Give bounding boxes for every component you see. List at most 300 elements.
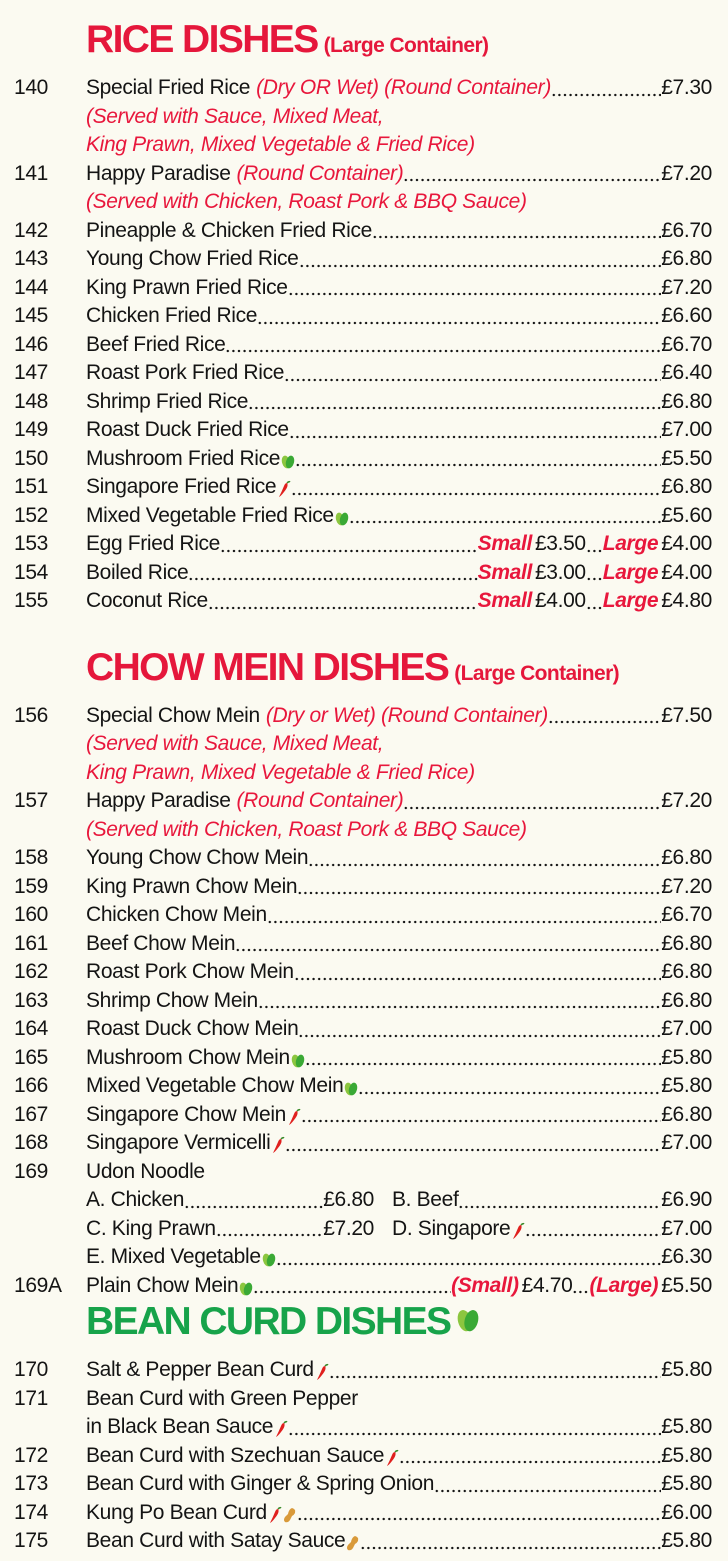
item-body	[86, 702, 728, 788]
item-number: 169A	[14, 1273, 62, 1297]
size-label: Large	[602, 589, 659, 612]
item-line	[86, 559, 712, 588]
item-line	[86, 901, 712, 930]
variant-grid	[86, 1186, 712, 1272]
dot-leader	[358, 1072, 661, 1101]
dot-leader	[235, 930, 661, 959]
dot-leader	[188, 559, 477, 588]
item-number: 161	[14, 931, 48, 955]
menu-item[interactable]	[0, 1272, 728, 1301]
item-body	[86, 217, 728, 246]
item-name: Boiled Rice	[86, 560, 189, 584]
variant-name: A. Chicken	[86, 1188, 185, 1211]
size-price: £5.50	[661, 1273, 712, 1297]
menu-item[interactable]	[0, 274, 728, 303]
item-name: King Prawn Fried Rice	[86, 275, 288, 299]
item-description: (Served with Sauce, Mixed Meat,	[86, 732, 384, 755]
menu-item[interactable]	[0, 1442, 728, 1471]
item-name: Chicken Fried Rice	[86, 304, 258, 327]
item-price: £7.20	[661, 874, 712, 898]
menu-item[interactable]	[0, 901, 728, 930]
dot-leader	[434, 1470, 661, 1499]
dot-leader	[295, 445, 661, 474]
item-body	[86, 388, 728, 417]
item-body	[86, 1385, 728, 1442]
item-line	[86, 930, 712, 959]
variant-name: E. Mixed Vegetable	[86, 1245, 261, 1268]
item-line	[86, 1158, 712, 1187]
item-body	[86, 1158, 728, 1272]
menu-item[interactable]	[0, 1158, 728, 1272]
menu-item[interactable]	[0, 559, 728, 588]
item-line	[86, 987, 712, 1016]
dot-leader	[284, 359, 661, 388]
dot-leader	[301, 1101, 661, 1130]
item-number: 152	[14, 503, 48, 527]
variant-price: £6.90	[661, 1188, 712, 1211]
menu-item[interactable]	[0, 1499, 728, 1528]
item-number: 151	[14, 475, 48, 498]
size-price: £4.00	[661, 560, 712, 584]
item-name: Bean Curd with Green Pepper	[86, 1386, 358, 1410]
item-body	[86, 559, 728, 588]
item-line	[86, 331, 712, 360]
dot-leader	[288, 274, 662, 303]
separator-dots	[586, 530, 603, 559]
item-price: £7.00	[661, 1131, 712, 1154]
item-body	[86, 930, 728, 959]
item-price: £7.20	[661, 161, 712, 185]
section-heading	[0, 18, 728, 74]
item-name: Bean Curd with Szechuan Sauce	[86, 1443, 385, 1467]
spicy-chili-icon	[315, 1361, 329, 1379]
item-price: £7.20	[661, 275, 712, 299]
item-body	[86, 160, 728, 217]
menu-item[interactable]	[0, 1527, 728, 1556]
item-body	[86, 530, 728, 559]
item-body	[86, 331, 728, 360]
item-body	[86, 987, 728, 1016]
item-body	[86, 787, 728, 844]
size-label: Large	[602, 532, 659, 555]
variant-price: £6.80	[323, 1188, 374, 1211]
item-body	[86, 1470, 728, 1499]
item-note: (Round Container)	[236, 789, 404, 812]
item-body	[86, 1499, 728, 1528]
item-number: 162	[14, 960, 48, 983]
menu-item[interactable]	[0, 844, 728, 873]
item-description: King Prawn, Mixed Vegetable & Fried Rice)	[86, 760, 475, 784]
dot-leader	[267, 901, 661, 930]
item-price: £6.70	[661, 218, 712, 242]
size-label: Small	[477, 532, 532, 555]
item-price: £6.70	[661, 332, 712, 356]
section-note: (Large Container)	[323, 34, 489, 57]
item-line	[86, 787, 712, 816]
vegetarian-leaf-icon	[291, 1049, 305, 1067]
menu-item[interactable]	[0, 416, 728, 445]
menu-item[interactable]	[0, 1044, 728, 1073]
dot-leader	[329, 1356, 661, 1385]
item-number: 140	[14, 76, 48, 99]
item-body	[86, 873, 728, 902]
item-number: 169	[14, 1159, 48, 1183]
item-body	[86, 1442, 728, 1471]
dot-leader	[403, 160, 661, 189]
item-number: 147	[14, 361, 48, 384]
item-body	[86, 416, 728, 445]
spicy-chili-icon	[268, 1504, 282, 1522]
menu-item[interactable]	[0, 502, 728, 531]
item-price: £6.00	[661, 1500, 712, 1524]
item-name: Mushroom Chow Mein	[86, 1045, 290, 1069]
item-line	[86, 1413, 712, 1442]
dot-leader	[288, 1413, 661, 1442]
menu-item[interactable]	[0, 530, 728, 559]
peanut-icon	[283, 1504, 297, 1522]
item-description: King Prawn, Mixed Vegetable & Fried Rice)	[86, 133, 475, 156]
variant-price: £6.30	[661, 1245, 712, 1268]
item-price: £5.80	[661, 1074, 712, 1097]
item-number: 157	[14, 789, 48, 812]
item-number: 175	[14, 1529, 48, 1552]
item-body	[86, 359, 728, 388]
variant-option[interactable]	[86, 1243, 712, 1272]
dot-leader	[297, 873, 661, 902]
item-number: 145	[14, 304, 48, 327]
item-line	[86, 1072, 712, 1101]
item-number: 144	[14, 275, 48, 299]
item-line	[86, 958, 712, 987]
item-body	[86, 445, 728, 474]
item-name: Roast Duck Fried Rice	[86, 418, 289, 441]
item-line	[86, 359, 712, 388]
menu-item[interactable]	[0, 359, 728, 388]
item-body	[86, 958, 728, 987]
size-label: Large	[602, 560, 659, 584]
item-note: (Dry OR Wet) (Round Container)	[256, 76, 551, 99]
item-name: Plain Chow Mein	[86, 1273, 239, 1297]
item-price: £6.60	[661, 304, 712, 327]
item-description: (Served with Chicken, Roast Pork & BBQ Sauce)	[86, 817, 527, 841]
item-name: Singapore Fried Rice	[86, 475, 277, 498]
item-line	[86, 302, 712, 331]
dot-leader	[305, 1044, 661, 1073]
dot-leader	[289, 416, 661, 445]
dot-leader	[399, 1442, 661, 1471]
section-note: (Large Container)	[454, 661, 620, 685]
item-body	[86, 245, 728, 274]
dot-leader	[220, 530, 478, 559]
item-body	[86, 1015, 728, 1044]
dot-leader	[308, 844, 661, 873]
menu-item[interactable]	[0, 1015, 728, 1044]
item-name: Happy Paradise	[86, 789, 231, 812]
item-line	[86, 1385, 712, 1414]
spicy-chili-icon	[511, 1220, 525, 1238]
item-price: £5.80	[661, 1045, 712, 1069]
spicy-chili-icon	[271, 1134, 285, 1152]
dot-leader	[525, 1215, 661, 1244]
variant-name: B. Beef	[392, 1188, 459, 1211]
size-label: (Large)	[589, 1273, 659, 1297]
item-line	[86, 587, 712, 616]
menu-item[interactable]	[0, 702, 728, 788]
vegetarian-leaf-icon	[335, 507, 349, 525]
item-note: (Round Container)	[236, 161, 404, 185]
dot-leader	[258, 987, 661, 1016]
item-line	[86, 388, 712, 417]
menu-item[interactable]	[0, 473, 728, 502]
item-name: Special Fried Rice	[86, 76, 251, 99]
menu-item[interactable]	[0, 587, 728, 616]
item-line	[86, 1044, 712, 1073]
variant-option[interactable]	[392, 1215, 712, 1244]
item-line	[86, 274, 712, 303]
menu-item[interactable]	[0, 787, 728, 844]
size-label: Small	[477, 560, 532, 584]
separator-dots	[572, 1272, 589, 1301]
item-price: £5.80	[661, 1472, 712, 1495]
item-price: £6.80	[661, 931, 712, 955]
vegetarian-leaf-icon	[239, 1277, 253, 1295]
menu-item[interactable]	[0, 987, 728, 1016]
item-line	[86, 702, 712, 731]
menu-section	[0, 18, 728, 616]
item-name: King Prawn Chow Mein	[86, 874, 298, 898]
item-number: 163	[14, 988, 48, 1012]
item-name: Mushroom Fried Rice	[86, 446, 281, 470]
size-price: £3.50	[534, 532, 586, 555]
item-price: £5.80	[661, 1415, 712, 1438]
item-name: Singapore Chow Mein	[86, 1102, 286, 1126]
dot-leader	[208, 587, 478, 616]
dot-leader	[372, 217, 661, 246]
item-number: 170	[14, 1358, 48, 1381]
item-line	[86, 1527, 712, 1556]
variant-option[interactable]	[86, 1215, 374, 1244]
item-number: 156	[14, 703, 48, 727]
item-name: Coconut Rice	[86, 589, 208, 612]
menu-item[interactable]	[0, 445, 728, 474]
menu-item[interactable]	[0, 74, 728, 160]
size-label: (Small)	[451, 1273, 519, 1297]
item-line	[86, 160, 712, 189]
item-number: 165	[14, 1045, 48, 1069]
item-name: Singapore Vermicelli	[86, 1131, 271, 1154]
section-heading	[0, 1300, 728, 1356]
item-name: Salt & Pepper Bean Curd	[86, 1358, 314, 1381]
item-line	[86, 217, 712, 246]
dot-leader	[248, 388, 661, 417]
item-number: 149	[14, 418, 48, 441]
item-name: Udon Noodle	[86, 1159, 205, 1183]
item-body	[86, 1272, 728, 1301]
dot-leader	[458, 1186, 661, 1215]
menu-item[interactable]	[0, 958, 728, 987]
variant-option[interactable]	[392, 1186, 712, 1215]
item-price: £5.50	[661, 446, 712, 470]
item-price: £7.30	[661, 76, 712, 99]
item-body	[86, 74, 728, 160]
dot-leader	[360, 1527, 661, 1556]
item-number: 174	[14, 1500, 48, 1524]
menu-item[interactable]	[0, 1101, 728, 1130]
item-name: Shrimp Chow Mein	[86, 988, 258, 1012]
menu-item[interactable]	[0, 302, 728, 331]
section-title: RICE DISHES	[86, 18, 318, 61]
item-number: 159	[14, 874, 48, 898]
variant-option[interactable]	[86, 1186, 374, 1215]
vegetarian-leaf-icon	[455, 1304, 481, 1334]
menu-item[interactable]	[0, 1129, 728, 1158]
menu-item[interactable]	[0, 1385, 728, 1442]
size-label: Small	[477, 589, 532, 612]
item-name: Young Chow Fried Rice	[86, 247, 299, 270]
item-number: 155	[14, 589, 48, 612]
variant-name: D. Singapore	[392, 1216, 511, 1240]
item-price: £6.80	[661, 475, 712, 498]
item-name-continued: in Black Bean Sauce	[86, 1415, 274, 1438]
spicy-chili-icon	[274, 1418, 288, 1436]
item-number: 167	[14, 1102, 48, 1126]
item-line	[86, 245, 712, 274]
item-body	[86, 1356, 728, 1385]
item-name: Beef Fried Rice	[86, 332, 226, 356]
menu-section	[0, 646, 728, 1301]
item-name: Roast Duck Chow Mein	[86, 1017, 299, 1040]
dot-leader	[551, 74, 661, 103]
menu-item[interactable]	[0, 217, 728, 246]
menu-item[interactable]	[0, 245, 728, 274]
item-line	[86, 502, 712, 531]
dot-leader	[349, 502, 661, 531]
item-price: £7.20	[661, 789, 712, 812]
item-price: £6.40	[661, 361, 712, 384]
item-line	[86, 1101, 712, 1130]
item-price: £6.80	[661, 988, 712, 1012]
item-name: Roast Pork Chow Mein	[86, 960, 294, 983]
item-number: 141	[14, 161, 48, 185]
section-icons	[454, 1304, 481, 1339]
vegetarian-leaf-icon	[281, 450, 295, 468]
section-title: CHOW MEIN DISHES	[86, 645, 449, 689]
item-price: £7.50	[661, 703, 712, 727]
item-price: £6.80	[661, 846, 712, 869]
variant-name: C. King Prawn	[86, 1216, 216, 1240]
item-body	[86, 1044, 728, 1073]
dot-leader	[257, 302, 661, 331]
dot-leader	[548, 702, 661, 731]
item-body	[86, 1527, 728, 1556]
item-number: 153	[14, 532, 48, 555]
item-note: (Dry or Wet) (Round Container)	[265, 703, 548, 727]
menu-item[interactable]	[0, 1072, 728, 1101]
item-name: Beef Chow Mein	[86, 931, 236, 955]
dot-leader	[294, 958, 661, 987]
item-line	[86, 1015, 712, 1044]
separator-dots	[586, 559, 603, 588]
section-title: BEAN CURD DISHES	[86, 1300, 451, 1343]
item-name: Special Chow Mein	[86, 703, 260, 727]
item-line	[86, 873, 712, 902]
menu-item[interactable]	[0, 160, 728, 217]
item-number: 143	[14, 247, 48, 270]
item-price: £5.60	[661, 503, 712, 527]
dot-leader	[298, 1015, 661, 1044]
item-number: 173	[14, 1472, 48, 1495]
item-body	[86, 302, 728, 331]
dot-leader	[276, 1243, 662, 1272]
item-body	[86, 901, 728, 930]
size-price: £4.70	[521, 1273, 573, 1297]
item-price: £6.80	[661, 247, 712, 270]
item-name: Mixed Vegetable Chow Mein	[86, 1074, 344, 1097]
item-name: Bean Curd with Satay Sauce	[86, 1529, 346, 1552]
dot-leader	[297, 1499, 661, 1528]
menu-item[interactable]	[0, 388, 728, 417]
menu-item[interactable]	[0, 930, 728, 959]
item-name: Shrimp Fried Rice	[86, 389, 249, 413]
vegetarian-leaf-icon	[262, 1248, 276, 1266]
dot-leader	[225, 331, 661, 360]
size-price: £4.80	[661, 589, 712, 612]
menu-item[interactable]	[0, 1470, 728, 1499]
item-name: Mixed Vegetable Fried Rice	[86, 503, 334, 527]
item-number: 150	[14, 446, 48, 470]
item-price: £5.80	[661, 1443, 712, 1467]
menu-item[interactable]	[0, 1356, 728, 1385]
item-description: (Served with Chicken, Roast Pork & BBQ Sauce)	[86, 190, 527, 213]
item-price: £7.00	[661, 1017, 712, 1040]
item-line	[86, 844, 712, 873]
item-number: 166	[14, 1074, 48, 1097]
item-price: £6.80	[661, 1102, 712, 1126]
peanut-icon	[346, 1532, 360, 1550]
spicy-chili-icon	[277, 478, 291, 496]
item-number: 168	[14, 1131, 48, 1154]
item-name: Kung Po Bean Curd	[86, 1500, 267, 1524]
item-description: (Served with Sauce, Mixed Meat,	[86, 104, 384, 128]
item-line	[86, 1442, 712, 1471]
item-body	[86, 274, 728, 303]
item-number: 148	[14, 389, 48, 413]
item-name: Chicken Chow Mein	[86, 903, 267, 926]
item-line	[86, 530, 712, 559]
item-number: 164	[14, 1017, 48, 1040]
item-body	[86, 844, 728, 873]
item-price: £7.00	[661, 418, 712, 441]
section-heading	[0, 646, 728, 702]
item-price: £5.80	[661, 1358, 712, 1381]
item-line	[86, 74, 712, 103]
menu-item[interactable]	[0, 331, 728, 360]
separator-dots	[586, 587, 603, 616]
item-number: 158	[14, 846, 48, 869]
menu-item[interactable]	[0, 873, 728, 902]
item-body	[86, 1129, 728, 1158]
item-price: £6.80	[661, 389, 712, 413]
dot-leader	[216, 1215, 324, 1244]
item-line	[86, 473, 712, 502]
item-number: 146	[14, 332, 48, 356]
item-name: Bean Curd with Ginger & Spring Onion	[86, 1472, 435, 1495]
item-line	[86, 1356, 712, 1385]
dot-leader	[184, 1186, 323, 1215]
item-line	[86, 1499, 712, 1528]
item-body	[86, 473, 728, 502]
item-line	[86, 445, 712, 474]
